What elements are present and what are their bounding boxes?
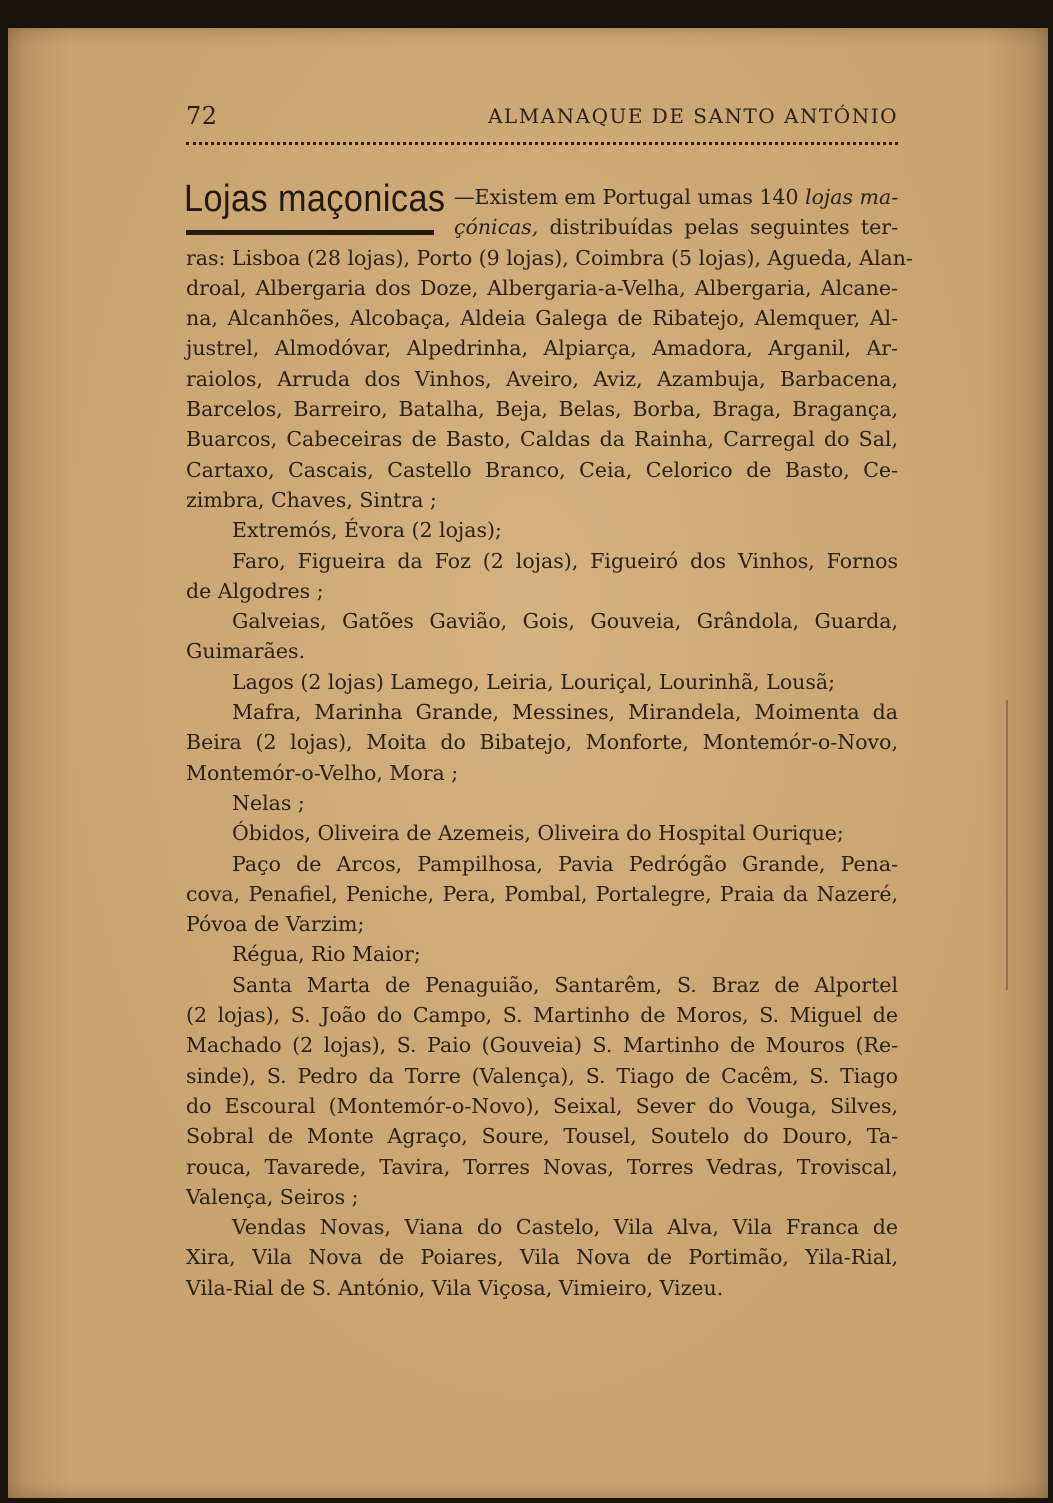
text-line: zimbra, Chaves, Sintra ; <box>186 487 437 512</box>
text-line: Óbidos, Oliveira de Azemeis, Oliveira do Hospital Ourique; <box>232 821 844 846</box>
text-line: Póvoa de Varzim; <box>186 912 365 937</box>
intro-italic: çónicas, <box>454 215 539 240</box>
text-line: Barcelos, Barreiro, Batalha, Beja, Belas, Borba, Braga, Bragança, <box>186 397 898 422</box>
heading-title: Lojas maçonicas <box>184 178 446 220</box>
text-line: (2 lojas), S. João do Campo, S. Martinho de Moros, S. Miguel de <box>186 1003 898 1028</box>
intro-line-2 <box>186 212 898 242</box>
text-line: Buarcos, Cabeceiras de Basto, Caldas da Rainha, Carregal do Sal, <box>186 427 898 452</box>
text-line: sinde), S. Pedro da Torre (Valença), S. Tiago de Cacêm, S. Tiago <box>186 1063 898 1088</box>
text-line: Xira, Vila Nova de Poiares, Vila Nova de Portimão, Yila-Rial, <box>186 1245 898 1270</box>
text-line: Machado (2 lojas), S. Paio (Gouveia) S. Martinho de Mouros (Re- <box>186 1033 898 1058</box>
text-line: Santa Marta de Penaguião, Santarêm, S. Braz de Alportel <box>232 972 898 997</box>
text-line: raiolos, Arruda dos Vinhos, Aveiro, Aviz, Azambuja, Barbacena, <box>186 366 898 391</box>
text-line: Beira (2 lojas), Moita do Bibatejo, Monforte, Montemór-o-Novo, <box>186 730 898 755</box>
intro-italic: lojas ma- <box>805 185 899 209</box>
page-edge-mark <box>1006 700 1038 990</box>
text-line: justrel, Almodóvar, Alpedrinha, Alpiarça, Amadora, Arganil, Ar- <box>186 336 898 361</box>
text-line: rouca, Tavarede, Tavira, Torres Novas, Torres Vedras, Troviscal, <box>186 1154 898 1179</box>
text-line: Vila-Rial de S. António, Vila Viçosa, Vimieiro, Vizeu. <box>186 1275 724 1300</box>
text-line: Sobral de Monte Agraço, Soure, Tousel, Soutelo do Douro, Ta- <box>186 1124 898 1149</box>
intro-text: —Existem em Portugal umas 140 <box>454 185 806 209</box>
text-line: Faro, Figueira da Foz (2 lojas), Figueiró dos Vinhos, Fornos <box>232 548 898 573</box>
text-line: droal, Albergaria dos Doze, Albergaria-a-Velha, Albergaria, Alcane- <box>186 275 898 300</box>
body-text <box>186 182 913 1303</box>
text-line: do Escoural (Montemór-o-Novo), Seixal, Sever do Vouga, Silves, <box>186 1093 898 1118</box>
text-line: cova, Penafiel, Peniche, Pera, Pombal, Portalegre, Praia da Nazeré, <box>186 881 898 906</box>
text-line: Valença, Seiros ; <box>186 1184 359 1209</box>
text-line: Vendas Novas, Viana do Castelo, Vila Alva, Vila Franca de <box>232 1215 898 1240</box>
page-number: 72 <box>186 102 218 130</box>
text-line: Paço de Arcos, Pampilhosa, Pavia Pedrógão Grande, Pena- <box>232 851 898 876</box>
text-line: Cartaxo, Cascais, Castello Branco, Ceia, Celorico de Basto, Ce- <box>186 457 898 482</box>
text-line: Galveias, Gatões Gavião, Gois, Gouveia, Grândola, Guarda, <box>232 609 898 634</box>
intro-line-1 <box>186 182 898 212</box>
text-line: ras: Lisboa (28 lojas), Porto (9 lojas), Coimbra (5 lojas), Agueda, Alan- <box>186 245 913 270</box>
page-header <box>186 102 898 132</box>
text-line: Mafra, Marinha Grande, Messines, Mirandela, Moimenta da <box>232 700 898 725</box>
text-line: Guimarães. <box>186 639 305 664</box>
text-line: de Algodres ; <box>186 578 324 603</box>
text-line: Régua, Rio Maior; <box>232 942 421 967</box>
text-line: Montemór-o-Velho, Mora ; <box>186 760 459 785</box>
text-line: na, Alcanhões, Alcobaça, Aldeia Galega de Ribatejo, Alemquer, Al- <box>186 306 898 331</box>
text-line: Nelas ; <box>232 790 305 815</box>
intro-text: distribuídas pelas seguintes ter- <box>538 215 898 240</box>
running-title: ALMANAQUE DE SANTO ANTÓNIO <box>487 104 898 128</box>
text-line: Extremós, Évora (2 lojas); <box>232 518 502 543</box>
header-rule <box>186 142 898 145</box>
text-line: Lagos (2 lojas) Lamego, Leiria, Louriçal, Lourinhã, Lousã; <box>232 669 836 694</box>
